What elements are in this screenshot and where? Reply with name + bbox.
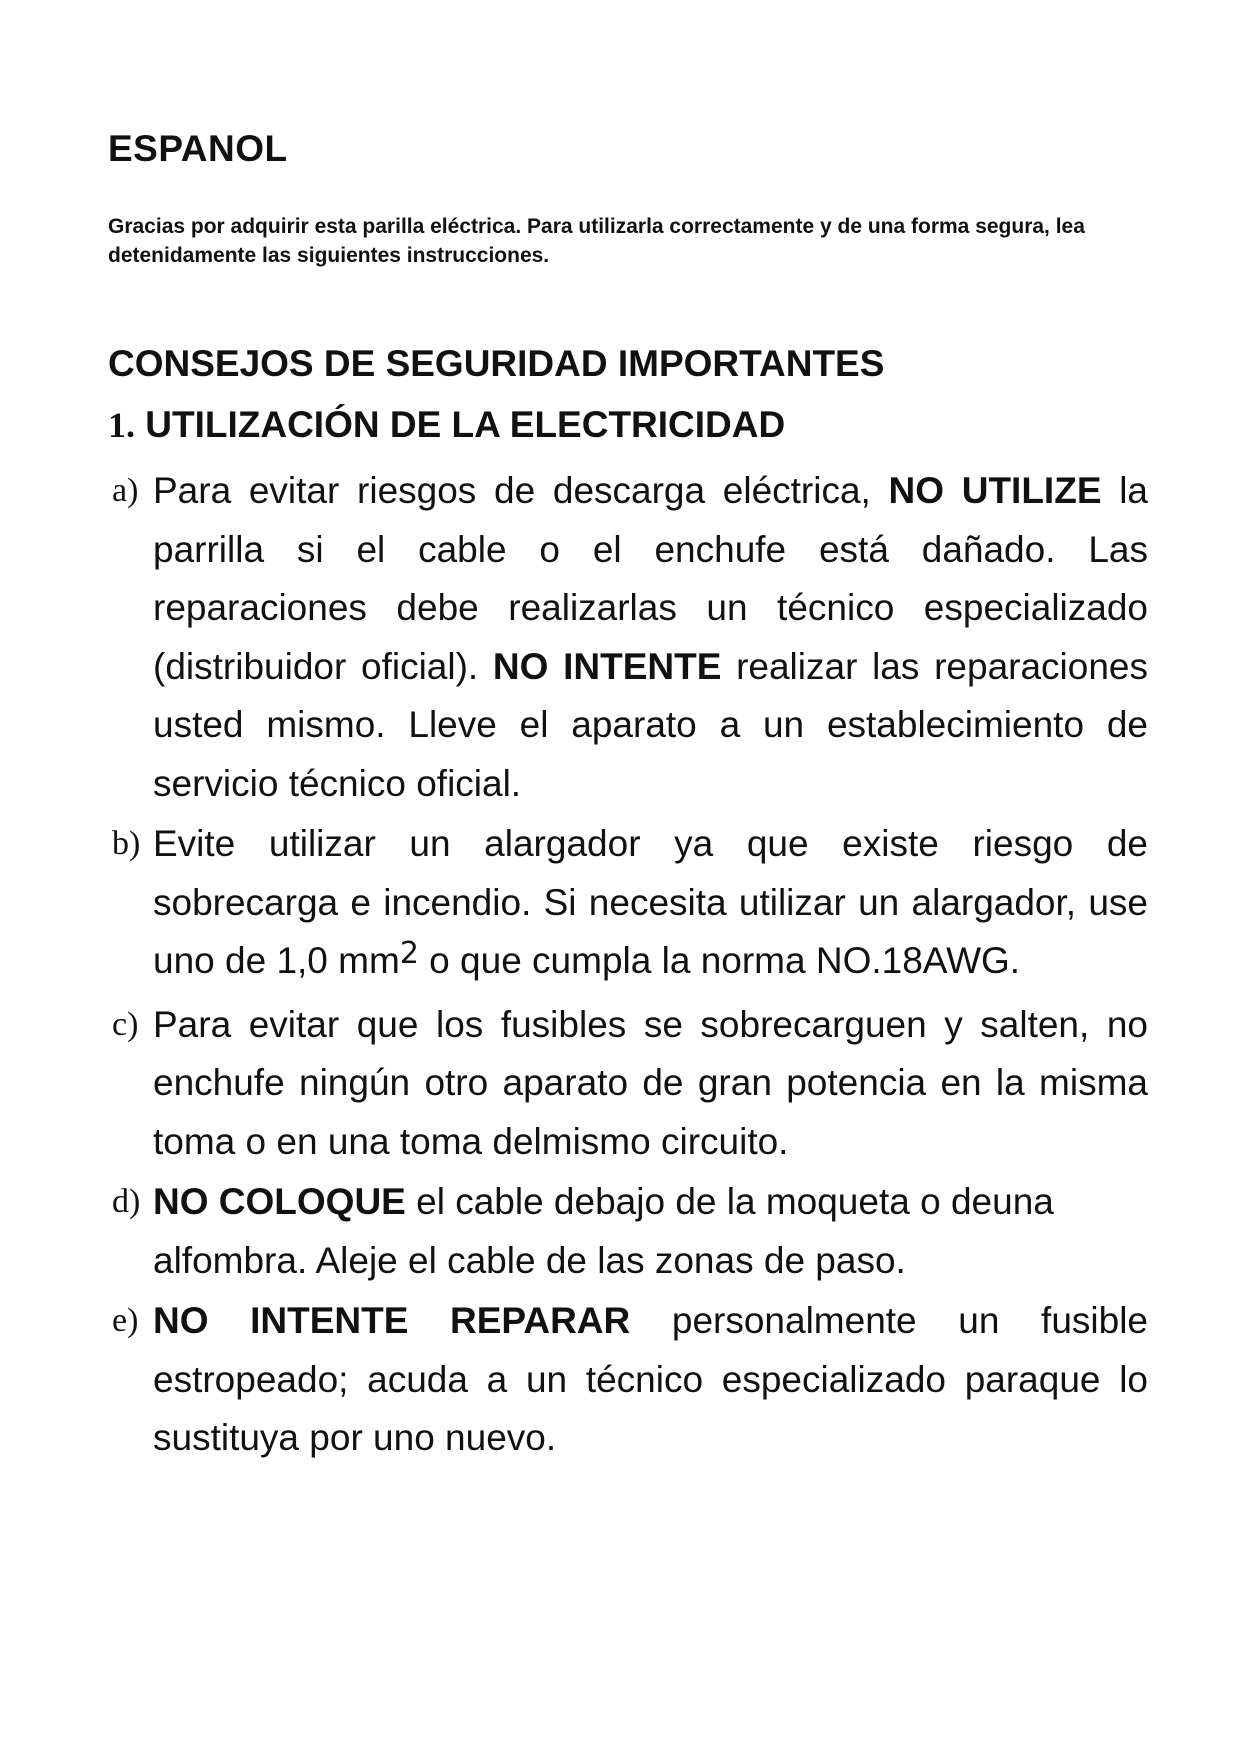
item-text-part: o que cumpla la norma NO.18AWG. [418,940,1021,981]
list-item-e [108,1292,1148,1468]
item-text [153,462,1148,813]
item-text: Para evitar que los fusibles se sobrecarguen y salten, no enchufe ningún otro aparato de gran potencia en la misma toma o en una toma delmismo circuito. [153,1003,1148,1162]
item-marker: e) [112,1302,139,1339]
item-text-part: personalmente un fusible estropeado; acuda a un técnico especializado paraque lo sustituya por uno nuevo. [153,1300,1148,1458]
subsection-number: 1. [108,405,135,445]
item-marker: b) [112,825,141,862]
list-item-c [108,996,1148,1172]
item-marker: d) [112,1183,141,1220]
item-emphasis: NO UTILIZE [888,470,1102,511]
item-text [153,1173,1148,1290]
item-emphasis: NO INTENTE REPARAR [153,1300,631,1341]
item-text-part: el cable debajo de la moqueta o deuna alfombra. Aleje el cable de las zonas de paso. [153,1181,1054,1281]
subsection-heading [108,404,785,446]
intro-paragraph: Gracias por adquirir esta parilla eléctrica. Para utilizarla correctamente y de una forma segura, lea detenidamente las siguientes instrucciones. [108,215,1085,267]
list-item-d [108,1173,1148,1290]
item-emphasis: NO INTENTE [492,645,722,687]
item-text-part: Evite utilizar un alargador ya que existe riesgo de sobrecarga e incendio. Si necesita utilizar un alargador, use uno de 1,0 mm [153,823,1148,981]
item-marker: a) [112,472,139,509]
superscript: 2 [399,936,419,971]
section-title: CONSEJOS DE SEGURIDAD IMPORTANTES [108,343,885,384]
item-text [153,815,1148,994]
list-item-b [108,815,1148,994]
item-emphasis: NO COLOQUE [153,1181,406,1222]
language-title: ESPANOL [108,128,288,169]
safety-list [108,462,1148,1470]
item-text [153,1292,1148,1468]
item-text-part: la parrilla si el cable o el enchufe está dañado. Las reparaciones debe realizarlas un técnico especializado (distribuidor oficial). [153,470,1148,687]
list-item-a [108,462,1148,813]
item-text-part: Para evitar riesgos de descarga eléctrica, [153,470,889,511]
subsection-title: UTILIZACIÓN DE LA ELECTRICIDAD [145,404,786,445]
item-marker: c) [112,1005,139,1043]
item-text-part: realizar las reparaciones usted mismo. Lleve el aparato a un establecimiento de servicio técnico oficial. [153,645,1148,804]
